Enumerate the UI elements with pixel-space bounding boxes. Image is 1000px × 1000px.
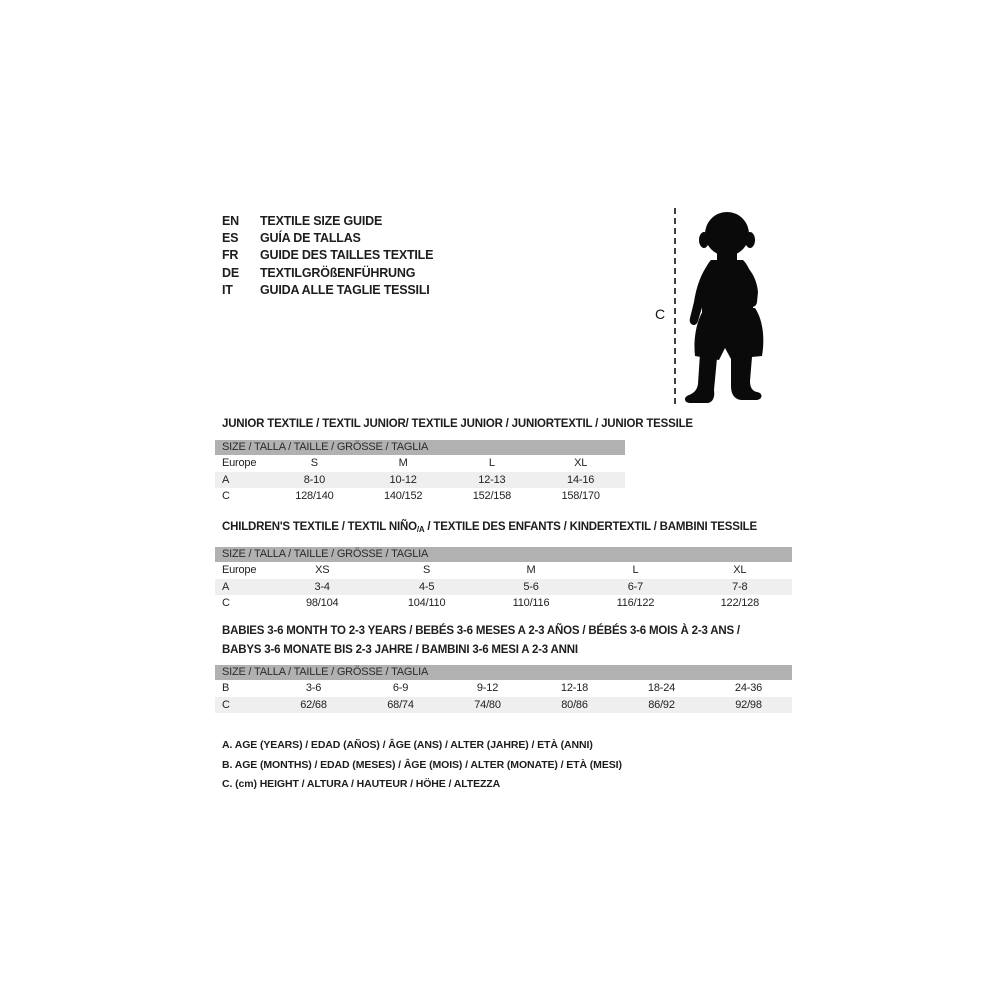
size-cell: 6-9 [392,682,409,695]
size-cell: 158/170 [561,490,600,503]
children-title-main: CHILDREN'S TEXTILE / TEXTIL NIÑO [222,521,417,533]
size-cell: 12-18 [560,682,589,695]
language-code: FR [222,248,239,263]
size-cell: S [310,457,318,470]
size-cell: L [632,564,639,577]
size-header-bar: SIZE / TALLA / TAILLE / GRÖSSE / TAGLIA [215,547,792,562]
table-row-age [215,579,792,596]
language-row-es [222,229,433,246]
size-cell: 62/68 [300,698,327,711]
children-title-rest: / TEXTILE DES ENFANTS / KINDERTEXTIL / BAMBINI TESSILE [424,521,757,533]
junior-table-title: JUNIOR TEXTILE / TEXTIL JUNIOR/ TEXTILE JUNIOR / JUNIORTEXTIL / JUNIOR TESSILE [222,418,693,430]
language-label: GUIDA ALLE TAGLIE TESSILI [260,283,430,298]
row-label-cell: C [222,597,230,610]
table-row-height [215,488,625,505]
children-table-title [222,518,757,540]
language-row-en [222,212,433,229]
size-cell: 140/152 [383,490,423,503]
row-label-cell: A [222,473,230,486]
size-cell: 110/116 [512,597,550,610]
measure-legend [222,736,622,795]
table-row-height [215,697,792,714]
size-cell: M [526,564,536,577]
language-label: GUIDE DES TAILLES TEXTILE [260,248,434,263]
size-cell: 10-12 [389,473,417,486]
size-cell: 86/92 [648,698,675,711]
row-label-cell: B [222,682,230,695]
size-cell: 7-8 [732,580,748,593]
size-cell: 14-16 [567,473,595,486]
size-cell: L [488,457,495,470]
size-header-bar: SIZE / TALLA / TAILLE / GRÖSSE / TAGLIA [215,665,792,680]
row-label-cell: C [222,698,230,711]
size-cell: 9-12 [476,682,499,695]
size-header-bar: SIZE / TALLA / TAILLE / GRÖSSE / TAGLIA [215,440,625,455]
children-size-table [215,547,792,612]
size-cell: XL [733,564,747,577]
table-row-europe [215,455,625,472]
row-label-cell: Europe [222,564,257,577]
size-cell: 152/158 [472,490,512,503]
size-cell: 6-7 [627,580,644,593]
height-measure-dashed-line [674,208,676,404]
table-row-age [215,472,625,489]
toddler-silhouette-icon [681,208,773,405]
junior-size-table [215,440,625,505]
size-cell: 3-6 [305,682,322,695]
language-label: TEXTILE SIZE GUIDE [260,213,383,228]
language-code: DE [222,265,239,280]
size-cell: XL [574,457,588,470]
babies-title-line1: BABIES 3-6 MONTH TO 2-3 YEARS / BEBÉS 3-6 MESES A 2-3 AÑOS / BÉBÉS 3-6 MOIS À 2-3 ANS / [222,625,740,637]
row-label-cell: A [222,580,230,593]
babies-size-table [215,665,792,713]
size-cell: 92/98 [735,698,762,711]
size-cell: 24-36 [734,682,763,695]
language-label: GUÍA DE TALLAS [260,231,361,246]
babies-title-line2: BABYS 3-6 MONATE BIS 2-3 JAHRE / BAMBINI 3-6 MESI A 2-3 ANNI [222,643,578,656]
children-title-subscript: /A [416,525,425,534]
legend-line-c: C. (cm) HEIGHT / ALTURA / HAUTEUR / HÖHE / ALTEZZA [222,778,501,790]
height-label-c: C [655,306,666,322]
language-code: EN [222,213,239,228]
language-row-fr [222,247,433,264]
babies-table-title [222,622,740,659]
size-cell: 5-6 [523,580,539,593]
legend-line-a: A. AGE (YEARS) / EDAD (AÑOS) / ÂGE (ANS) / ALTER (JAHRE) / ETÀ (ANNI) [222,739,593,751]
size-cell: 4-5 [418,580,435,593]
size-cell: 80/86 [561,698,588,711]
size-cell: 74/80 [474,698,501,711]
row-label-cell: Europe [222,457,257,470]
size-cell: 122/128 [720,597,760,610]
size-cell: 104/110 [407,597,446,610]
language-row-de [222,264,433,281]
size-cell: 18-24 [647,682,676,695]
size-cell: 3-4 [314,580,330,593]
legend-line-b: B. AGE (MONTHS) / EDAD (MESES) / ÂGE (MOIS) / ALTER (MONATE) / ETÀ (MESI) [222,758,622,771]
size-cell: XS [315,564,330,577]
table-row-age-months [215,680,792,697]
size-cell: 128/140 [295,490,334,503]
size-cell: 68/74 [387,698,414,711]
table-row-height [215,595,792,612]
table-row-europe [215,562,792,579]
language-guide-list [222,212,433,299]
size-cell: M [398,457,408,470]
row-label-cell: C [222,490,230,503]
language-row-it [222,282,433,299]
size-cell: 12-13 [478,473,506,486]
language-label: TEXTILGRÖßENFÜHRUNG [260,265,416,280]
size-cell: 116/122 [616,597,655,610]
size-cell: 98/104 [305,597,339,610]
size-cell: S [423,564,431,577]
size-cell: 8-10 [303,473,325,486]
language-code: IT [222,283,233,298]
language-code: ES [222,231,239,246]
